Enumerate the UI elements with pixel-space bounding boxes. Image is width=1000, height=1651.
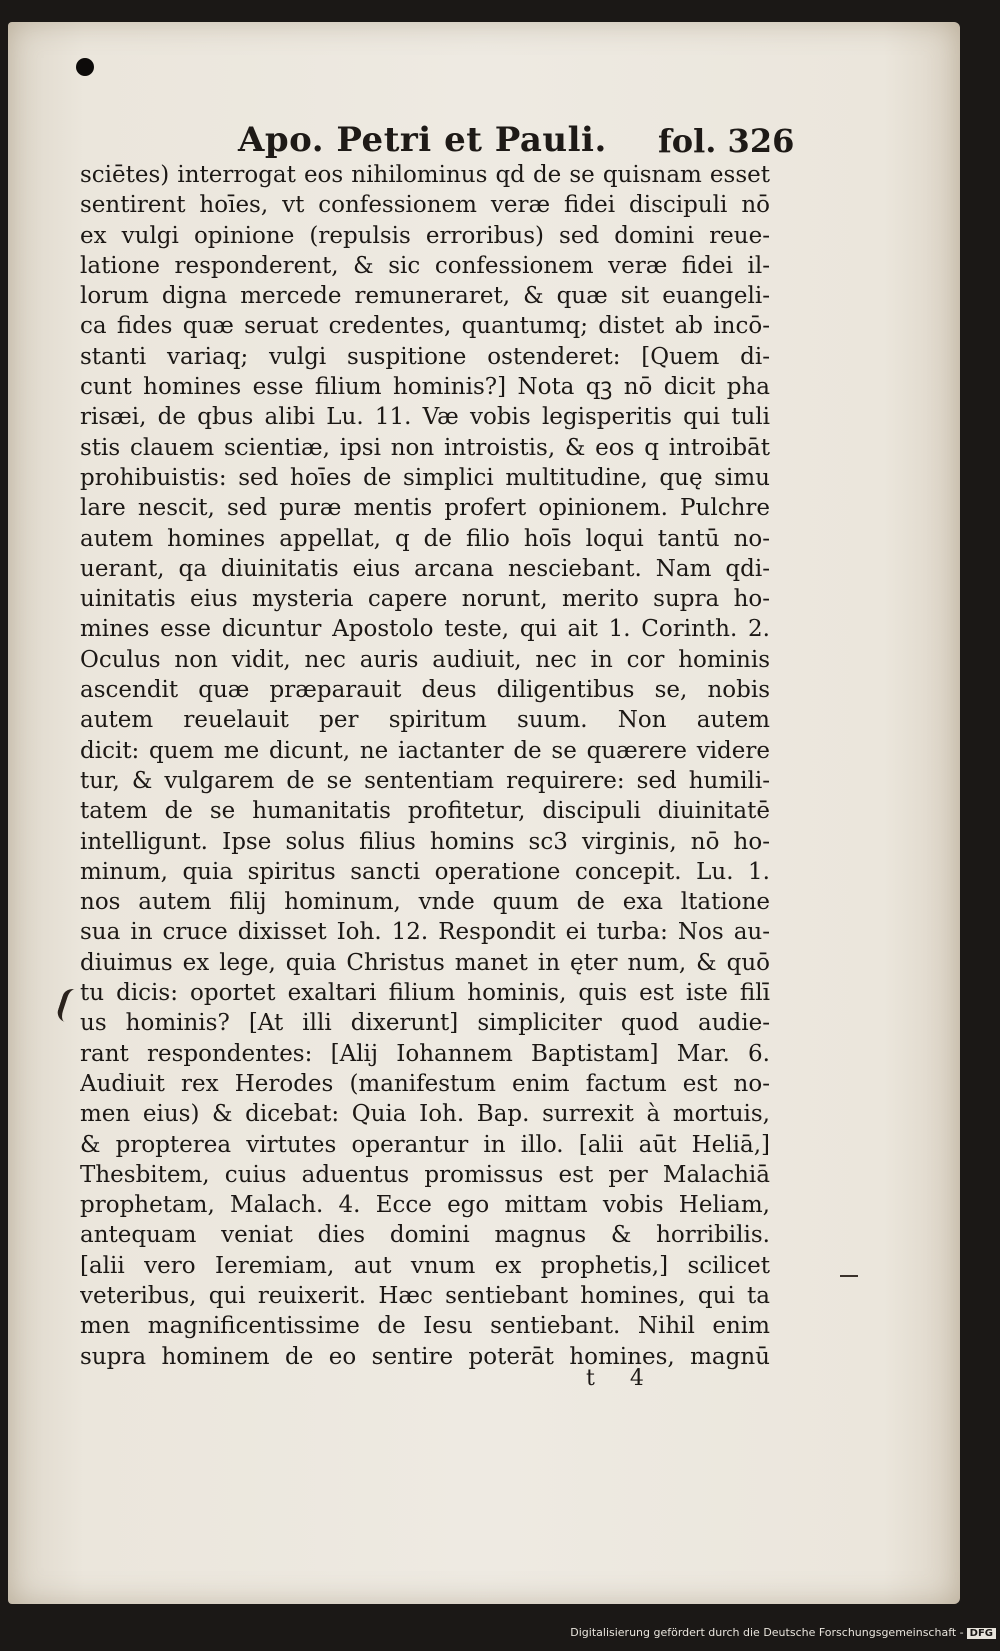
text-line: lare nescit, sed puræ mentis profert opinionem. Pulchre bbox=[80, 495, 770, 522]
text-line: autem homines appellat, q de filio hoīs loqui tantū no- bbox=[80, 525, 770, 552]
text-line: sua in cruce dixisset Ioh. 12. Respondit ei turba: Nos au- bbox=[80, 919, 770, 946]
credit-text: Digitalisierung gefördert durch die Deutsche Forschungsgemeinschaft - bbox=[570, 1626, 964, 1639]
text-line: antequam veniat dies domini magnus & horribilis. bbox=[80, 1222, 770, 1249]
text-line: tur, & vulgarem de se sententiam requirere: sed humili- bbox=[80, 767, 770, 794]
text-line: ascendit quæ præparauit deus diligentibus se, nobis bbox=[80, 677, 770, 704]
signature-mark: t 4 bbox=[586, 1366, 658, 1391]
text-line: & propterea virtutes operantur in illo. [alii aūt Heliā,] bbox=[80, 1131, 770, 1158]
text-line: men magnificentissime de Iesu sentiebant. Nihil enim bbox=[80, 1313, 770, 1340]
text-line: ca fides quæ seruat credentes, quantumq; distet ab incō- bbox=[80, 313, 770, 340]
dfg-logo: DFG bbox=[967, 1628, 996, 1639]
text-line: ex vulgi opinione (repulsis erroribus) sed domini reue- bbox=[80, 222, 770, 249]
text-line: sentirent hoīes, vt confessionem veræ fidei discipuli nō bbox=[80, 192, 770, 219]
text-line: nos autem filij hominum, vnde quum de exa ltatione bbox=[80, 889, 770, 916]
digitization-credit bbox=[570, 1626, 996, 1639]
text-line: mines esse dicuntur Apostolo teste, qui ait 1. Corinth. 2. bbox=[80, 616, 770, 643]
text-line: rant respondentes: [Alij Iohannem Baptistam] Mar. 6. bbox=[80, 1040, 770, 1067]
text-line: stis clauem scientiæ, ipsi non introistis, & eos q introibāt bbox=[80, 434, 770, 461]
folio-number: fol. 326 bbox=[658, 122, 795, 160]
text-line: uinitatis eius mysteria capere norunt, merito supra ho- bbox=[80, 586, 770, 613]
text-line: intelligunt. Ipse solus filius homins sc3 virginis, nō ho- bbox=[80, 828, 770, 855]
text-line: diuimus ex lege, quia Christus manet in ęter num, & quō bbox=[80, 949, 770, 976]
running-title: Apo. Petri et Pauli. bbox=[238, 120, 607, 160]
text-line: Oculus non vidit, nec auris audiuit, nec in cor hominis bbox=[80, 646, 770, 673]
text-line: [alii vero Ieremiam, aut vnum ex prophetis,] scilicet bbox=[80, 1252, 770, 1279]
text-line: sciētes) interrogat eos nihilominus qd de se quisnam esset bbox=[80, 162, 770, 188]
text-line: supra hominem de eo sentire poterāt homines, magnū bbox=[80, 1343, 770, 1370]
text-line: veteribus, qui reuixerit. Hæc sentiebant homines, qui ta bbox=[80, 1282, 770, 1309]
text-line: uerant, qa diuinitatis eius arcana nesciebant. Nam qdi- bbox=[80, 555, 770, 582]
text-line: prohibuistis: sed hoīes de simplici multitudine, quę simu bbox=[80, 464, 770, 491]
margin-bracket-mark bbox=[55, 987, 80, 1024]
text-line: latione responderent, & sic confessionem veræ fidei il- bbox=[80, 252, 770, 279]
text-line: men eius) & dicebat: Quia Ioh. Bap. surrexit à mortuis, bbox=[80, 1101, 770, 1128]
text-line: us hominis? [At illi dixerunt] simpliciter quod audie- bbox=[80, 1010, 770, 1037]
text-line: prophetam, Malach. 4. Ecce ego mittam vobis Heliam, bbox=[80, 1192, 770, 1219]
margin-dash-mark bbox=[840, 1275, 858, 1277]
text-line: stanti variaq; vulgi suspitione ostenderet: [Quem di- bbox=[80, 343, 770, 370]
text-line: Audiuit rex Herodes (manifestum enim factum est no- bbox=[80, 1070, 770, 1097]
text-line: autem reuelauit per spiritum suum. Non autem bbox=[80, 707, 770, 734]
text-line: lorum digna mercede remuneraret, & quæ sit euangeli- bbox=[80, 283, 770, 310]
text-line: minum, quia spiritus sancti operatione concepit. Lu. 1. bbox=[80, 858, 770, 885]
binding-hole bbox=[76, 58, 94, 76]
text-line: risæi, de qbus alibi Lu. 11. Væ vobis legisperitis qui tuli bbox=[80, 404, 770, 431]
text-line: dicit: quem me dicunt, ne iactanter de se quærere videre bbox=[80, 737, 770, 764]
text-line: tu dicis: oportet exaltari filium hominis, quis est iste filī bbox=[80, 980, 770, 1007]
text-line: tatem de se humanitatis profitetur, discipuli diuinitatē bbox=[80, 798, 770, 825]
text-line: Thesbitem, cuius aduentus promissus est per Malachiā bbox=[80, 1161, 770, 1188]
text-line: cunt homines esse filium hominis?] Nota qꝫ nō dicit pha bbox=[80, 374, 770, 401]
body-text bbox=[80, 160, 770, 1372]
